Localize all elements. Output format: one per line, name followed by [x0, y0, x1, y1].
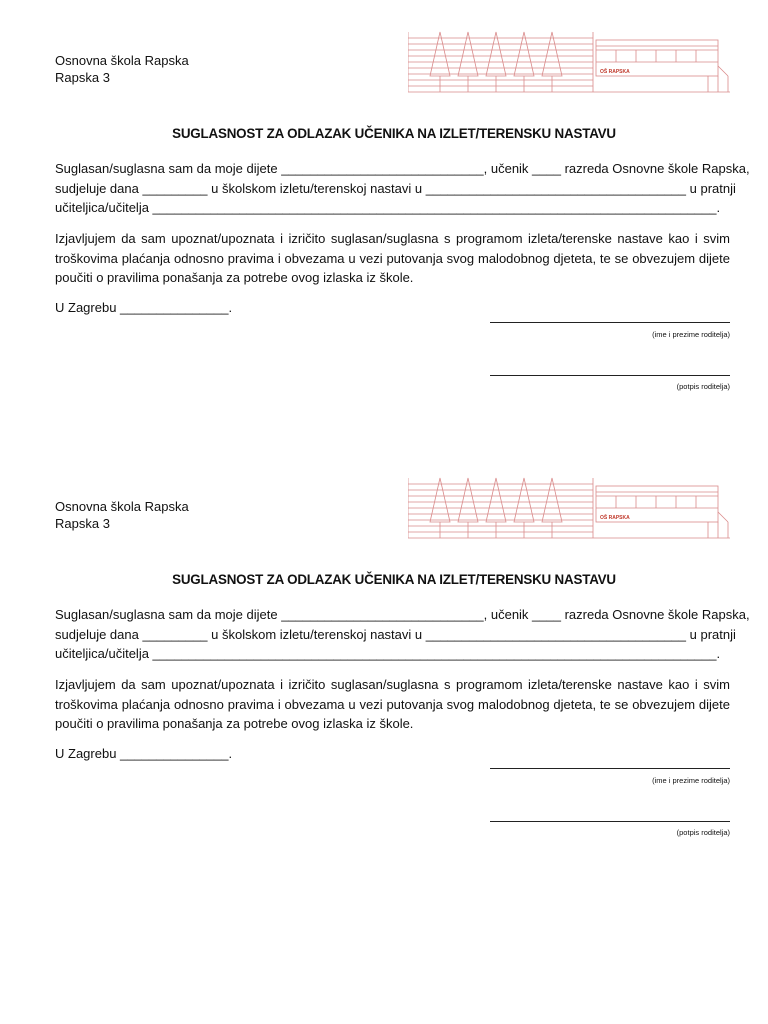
school-name: Osnovna škola Rapska	[55, 499, 189, 514]
school-logo	[408, 30, 730, 98]
consent-form-1	[0, 0, 768, 420]
consent-line-2: sudjeluje dana _________ u školskom izletu/terenskoj nastavi u ____________________________________ u pratnji	[55, 180, 736, 196]
consent-paragraph	[55, 159, 750, 218]
parent-signature-caption: (potpis roditelja)	[676, 382, 730, 391]
school-header	[55, 498, 189, 532]
school-header	[55, 52, 189, 86]
parent-name-caption: (ime i prezime roditelja)	[652, 330, 730, 339]
city-date-line: U Zagrebu _______________.	[55, 300, 233, 315]
logo-text: OŠ RAPSKA	[600, 515, 630, 521]
consent-line-3: učiteljica/učitelja ______________________________________________________________________________.	[55, 200, 721, 215]
school-logo	[408, 476, 730, 544]
form-title: SUGLASNOST ZA ODLAZAK UČENIKA NA IZLET/TERENSKU NASTAVU	[172, 126, 616, 141]
parent-signature-line[interactable]	[490, 821, 730, 822]
consent-paragraph	[55, 605, 750, 664]
city-date-line: U Zagrebu _______________.	[55, 746, 233, 761]
consent-line-1: Suglasan/suglasna sam da moje dijete ____________________________, učenik ____ razreda Osnovne škole Rapska,	[55, 161, 750, 176]
consent-line-2: sudjeluje dana _________ u školskom izletu/terenskoj nastavi u ____________________________________ u pratnji	[55, 626, 736, 642]
school-address: Rapska 3	[55, 70, 110, 85]
declaration-paragraph: Izjavljujem da sam upoznat/upoznata i izričito suglasan/suglasna s programom izleta/terenske nastave kao i svim troškovima plaćanja odnosno pravima i obvezama u vezi putovanja svog malodobnog djeteta, te se obvezujem dijete poučiti o pravilima ponašanja za potrebe ovog izlaska iz škole.	[55, 677, 730, 731]
school-name: Osnovna škola Rapska	[55, 53, 189, 68]
parent-name-line[interactable]	[490, 322, 730, 323]
form-title: SUGLASNOST ZA ODLAZAK UČENIKA NA IZLET/TERENSKU NASTAVU	[172, 572, 616, 587]
parent-name-caption: (ime i prezime roditelja)	[652, 776, 730, 785]
logo-text: OŠ RAPSKA	[600, 69, 630, 75]
consent-line-3: učiteljica/učitelja ______________________________________________________________________________.	[55, 646, 721, 661]
consent-form-2	[0, 446, 768, 866]
parent-signature-line[interactable]	[490, 375, 730, 376]
school-address: Rapska 3	[55, 516, 110, 531]
consent-line-1: Suglasan/suglasna sam da moje dijete ____________________________, učenik ____ razreda Osnovne škole Rapska,	[55, 607, 750, 622]
declaration-paragraph: Izjavljujem da sam upoznat/upoznata i izričito suglasan/suglasna s programom izleta/terenske nastave kao i svim troškovima plaćanja odnosno pravima i obvezama u vezi putovanja svog malodobnog djeteta, te se obvezujem dijete poučiti o pravilima ponašanja za potrebe ovog izlaska iz škole.	[55, 231, 730, 285]
parent-signature-caption: (potpis roditelja)	[676, 828, 730, 837]
parent-name-line[interactable]	[490, 768, 730, 769]
